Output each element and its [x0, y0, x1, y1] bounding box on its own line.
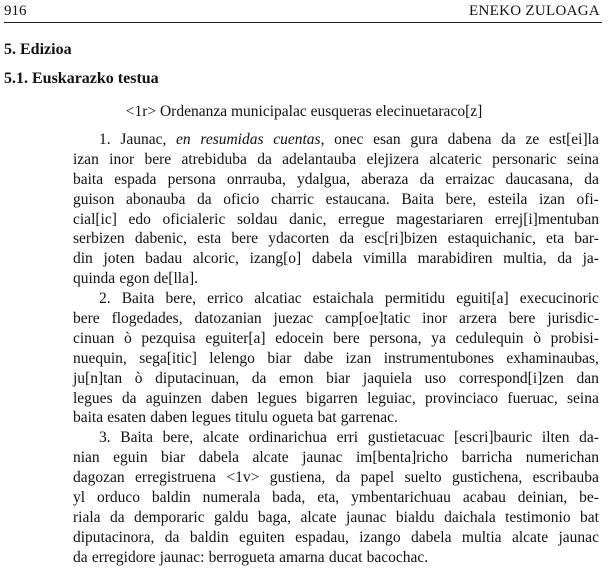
word: ydacorten — [268, 230, 330, 248]
word: estaichala — [312, 290, 374, 308]
word: permitidu — [384, 290, 446, 308]
word: magestariaren — [396, 210, 484, 228]
word: correspond[i]zen — [458, 369, 564, 387]
body-text — [73, 130, 599, 568]
word: Jaunac, — [120, 131, 167, 148]
text-line — [73, 229, 599, 249]
word: <1v> — [226, 469, 260, 487]
running-header — [4, 1, 604, 23]
word: barricha — [461, 449, 513, 467]
word: seina — [567, 389, 599, 407]
word: deinian, — [517, 489, 568, 507]
word: da — [257, 150, 272, 168]
word: inor — [109, 150, 135, 168]
word: da — [557, 250, 572, 268]
word: biar — [161, 449, 186, 467]
word: probisi- — [550, 329, 599, 347]
word: ze — [525, 131, 540, 148]
word: errej[i]mentuban — [494, 210, 599, 228]
word: im[benta]richo — [356, 449, 449, 467]
word: espadau, — [295, 528, 349, 546]
word: numerichan — [525, 449, 599, 467]
word: esteila — [487, 190, 528, 208]
word: diputacinora, — [73, 528, 155, 546]
text-line — [73, 448, 599, 468]
word: dabela — [198, 449, 240, 467]
word: edo — [128, 210, 151, 228]
word: esaten — [107, 409, 147, 427]
text-line — [73, 170, 599, 190]
word: daben — [150, 409, 188, 427]
word: ofi- — [576, 190, 599, 208]
word: baga, — [257, 508, 292, 526]
word: leguiac, — [367, 389, 416, 407]
running-head-author: ENEKO ZULOAGA — [469, 3, 600, 19]
word: baita — [73, 170, 104, 188]
word: da — [501, 131, 516, 148]
word: izan — [345, 349, 372, 367]
word: bere, — [162, 429, 194, 447]
word: be- — [579, 489, 599, 507]
word: daucasana, — [505, 170, 574, 188]
page-number: 916 — [4, 3, 27, 19]
word: ò — [533, 329, 541, 347]
text-line — [73, 309, 599, 329]
text-line — [73, 349, 599, 369]
word: aguinzen — [145, 389, 202, 407]
word: atrebiduba — [181, 150, 247, 168]
word: erregidore — [91, 548, 156, 566]
word: berrogueta — [208, 548, 275, 566]
word: gustietacuac — [367, 429, 445, 447]
word: pezquisa — [141, 329, 196, 347]
word: dabenic, — [134, 230, 187, 248]
word: quinda — [73, 270, 116, 288]
word: soldau — [236, 210, 278, 228]
word: biar — [326, 369, 351, 387]
word: emon — [279, 369, 314, 387]
word: joten — [103, 250, 135, 268]
word: daichala — [444, 508, 496, 526]
word: camp[oe]tatic — [325, 310, 411, 328]
word: danic, — [289, 210, 327, 228]
word: abonauba — [125, 190, 186, 208]
word: alcate — [511, 528, 549, 546]
text-line — [73, 428, 599, 448]
text-line — [73, 210, 599, 230]
word: bar- — [574, 230, 599, 248]
word: din — [73, 250, 93, 268]
word: vimilla — [363, 250, 407, 268]
text-line — [73, 468, 599, 488]
word: arzera — [459, 310, 497, 328]
word: est[ei]la — [548, 131, 599, 148]
word: numerala — [202, 489, 261, 507]
word: bat — [580, 508, 599, 526]
word: demporaric — [134, 508, 205, 526]
word: alcateric — [429, 150, 482, 168]
word: guison — [73, 190, 115, 208]
word: bere — [333, 329, 360, 347]
word: dagozan — [73, 469, 125, 487]
word: ya — [431, 329, 446, 347]
word: ogueta — [272, 409, 314, 427]
word: erri — [336, 429, 359, 447]
word: persona, — [369, 329, 422, 347]
word: bada, — [272, 489, 306, 507]
word: bere, — [445, 190, 477, 208]
word: suelto — [404, 469, 442, 487]
text-line — [73, 329, 599, 349]
document-title: <1r> Ordenanza municipalac eusqueras elecinuetaraco[z] — [125, 103, 483, 120]
word: [escri]bauric — [453, 429, 533, 447]
word: nian — [73, 449, 100, 467]
word: onrrauba, — [226, 170, 286, 188]
text-line — [73, 369, 599, 389]
word: jaunac — [346, 508, 387, 526]
text-line — [73, 249, 599, 269]
word: dabela — [411, 528, 452, 546]
word: execucinoric — [519, 290, 599, 308]
word: ò — [124, 329, 132, 347]
word: cedulequin — [455, 329, 524, 347]
word: bere — [73, 310, 100, 328]
word: dabena — [447, 131, 492, 148]
word: serbizen — [73, 230, 125, 248]
text-line — [73, 269, 599, 289]
word: dabe — [303, 349, 334, 367]
word: daben — [211, 389, 249, 407]
word: resumidas — [200, 131, 264, 148]
word: persona — [167, 170, 216, 188]
word: jurisdic- — [547, 310, 599, 328]
word: juezac — [273, 310, 314, 328]
text-line — [73, 408, 599, 428]
word: jaunac — [302, 449, 343, 467]
word: da — [73, 548, 88, 566]
word: charric — [270, 190, 314, 208]
word: alcate — [202, 429, 239, 447]
text-line — [73, 190, 599, 210]
word: cuentas, — [273, 131, 325, 148]
word: ju[n]tan — [73, 369, 123, 387]
word: esan — [373, 131, 401, 148]
word: diputacinuan, — [155, 369, 240, 387]
word: ducat — [328, 548, 363, 566]
word: acabau — [462, 489, 506, 507]
word: izan — [73, 150, 99, 168]
word: fueruac, — [507, 389, 558, 407]
word: baldin — [189, 528, 229, 546]
word: da — [196, 190, 212, 208]
word: dan — [576, 369, 599, 387]
word: Baita — [401, 190, 435, 208]
word: jaunac: — [159, 548, 205, 566]
word: 2. — [99, 290, 111, 308]
word: amarna — [279, 548, 325, 566]
word: egon — [119, 270, 150, 288]
word: erregue — [338, 210, 385, 228]
text-line — [73, 508, 599, 528]
word: ydalgua, — [297, 170, 350, 188]
word: oficialeric — [162, 210, 226, 228]
word: 3. — [99, 429, 111, 447]
word: de[lla]. — [153, 270, 198, 288]
word: multia, — [503, 250, 547, 268]
word: exhaminaubas, — [506, 349, 599, 367]
word: bere — [508, 310, 536, 328]
text-line — [73, 289, 599, 309]
word: baldin — [151, 489, 191, 507]
word: baita — [73, 409, 104, 427]
word: da — [584, 170, 599, 188]
word: da — [109, 508, 125, 526]
word: eta, — [317, 489, 340, 507]
word: estaucana. — [325, 190, 390, 208]
word: gura — [410, 131, 438, 148]
word: bacochac. — [366, 548, 429, 566]
word: flogedades, — [111, 310, 183, 328]
word: uso — [424, 369, 447, 387]
word: adelantauba — [282, 150, 357, 168]
word: orduco — [96, 489, 141, 507]
word: da — [164, 528, 180, 546]
section-heading: 5. Edizioa — [4, 41, 72, 58]
word: yl — [73, 489, 86, 507]
word: izango — [359, 528, 401, 546]
word: instrumentubones — [383, 349, 494, 367]
word: jaquiela — [362, 369, 412, 387]
word: provinciaco — [424, 389, 499, 407]
word: bere — [144, 150, 172, 168]
word: esc[ri]bizen — [364, 230, 438, 248]
word: cinuan — [73, 329, 115, 347]
word: eguiti[a] — [456, 290, 509, 308]
word: garrenac. — [340, 409, 398, 427]
text-line — [73, 389, 599, 409]
word: eta — [546, 230, 565, 248]
word: da- — [579, 429, 599, 447]
word: bialdu — [395, 508, 435, 526]
word: nuequin, — [73, 349, 127, 367]
word: alcoric, — [192, 250, 239, 268]
word: da — [339, 230, 355, 248]
word: multia — [461, 528, 502, 546]
word: estaquichanic, — [447, 230, 536, 248]
word: galdu — [214, 508, 249, 526]
word: alcate — [300, 508, 337, 526]
word: gustiena, — [269, 469, 326, 487]
word: izan — [539, 190, 565, 208]
word: Baita — [121, 290, 155, 308]
word: eguiter[a] — [205, 329, 266, 347]
word: bat — [317, 409, 337, 427]
word: marabidiren — [417, 250, 493, 268]
word: cial[ic] — [73, 210, 117, 228]
word: esta — [197, 230, 222, 248]
word: riala — [73, 508, 101, 526]
word: da — [335, 469, 351, 487]
word: testimonio — [505, 508, 571, 526]
subsection-heading: 5.1. Euskarazko testua — [4, 70, 159, 87]
word: ymbentarichuau — [351, 489, 451, 507]
word: da — [251, 369, 267, 387]
word: alcatiac — [254, 290, 302, 308]
text-line — [73, 548, 599, 568]
word: oficio — [223, 190, 260, 208]
word: gustichena, — [452, 469, 523, 487]
text-line — [73, 488, 599, 508]
word: seina — [567, 150, 599, 168]
word: ò — [134, 369, 143, 387]
word: alcate — [252, 449, 289, 467]
word: sega[itic] — [139, 349, 197, 367]
word: datozanian — [194, 310, 262, 328]
word: papel — [360, 469, 395, 487]
word: da — [419, 170, 435, 188]
word: legues — [191, 409, 231, 427]
text-line — [73, 150, 599, 170]
word: en — [176, 131, 191, 148]
word: eguin — [113, 449, 148, 467]
word: bigarren — [306, 389, 358, 407]
word: dabela — [311, 250, 353, 268]
word: escribauba — [532, 469, 599, 487]
word: onec — [334, 131, 364, 148]
word: bere — [231, 230, 259, 248]
word: aberaza — [361, 170, 409, 188]
word: ilten — [541, 429, 570, 447]
word: lelengo — [209, 349, 255, 367]
word: Baita — [120, 429, 153, 447]
word: 1. — [99, 131, 111, 148]
header-rule — [4, 22, 602, 23]
word: legues — [257, 389, 297, 407]
word: erraizac — [445, 170, 495, 188]
word: bere, — [165, 290, 197, 308]
word: elejizera — [366, 150, 419, 168]
text-line — [73, 528, 599, 548]
word: espada — [114, 170, 157, 188]
word: titulu — [235, 409, 268, 427]
word: ja- — [582, 250, 599, 268]
word: da — [121, 389, 137, 407]
word: inor — [422, 310, 448, 328]
word: errico — [207, 290, 244, 308]
word: eguiten — [239, 528, 285, 546]
text-line — [73, 130, 599, 150]
word: badau — [145, 250, 183, 268]
word: izang[o] — [249, 250, 302, 268]
word: edocein — [275, 329, 324, 347]
word: biar — [267, 349, 292, 367]
word: personaric — [492, 150, 557, 168]
word: ordinarichua — [248, 429, 327, 447]
word: jaunac — [558, 528, 599, 546]
word: erregistruena — [135, 469, 216, 487]
word: legues — [73, 389, 113, 407]
